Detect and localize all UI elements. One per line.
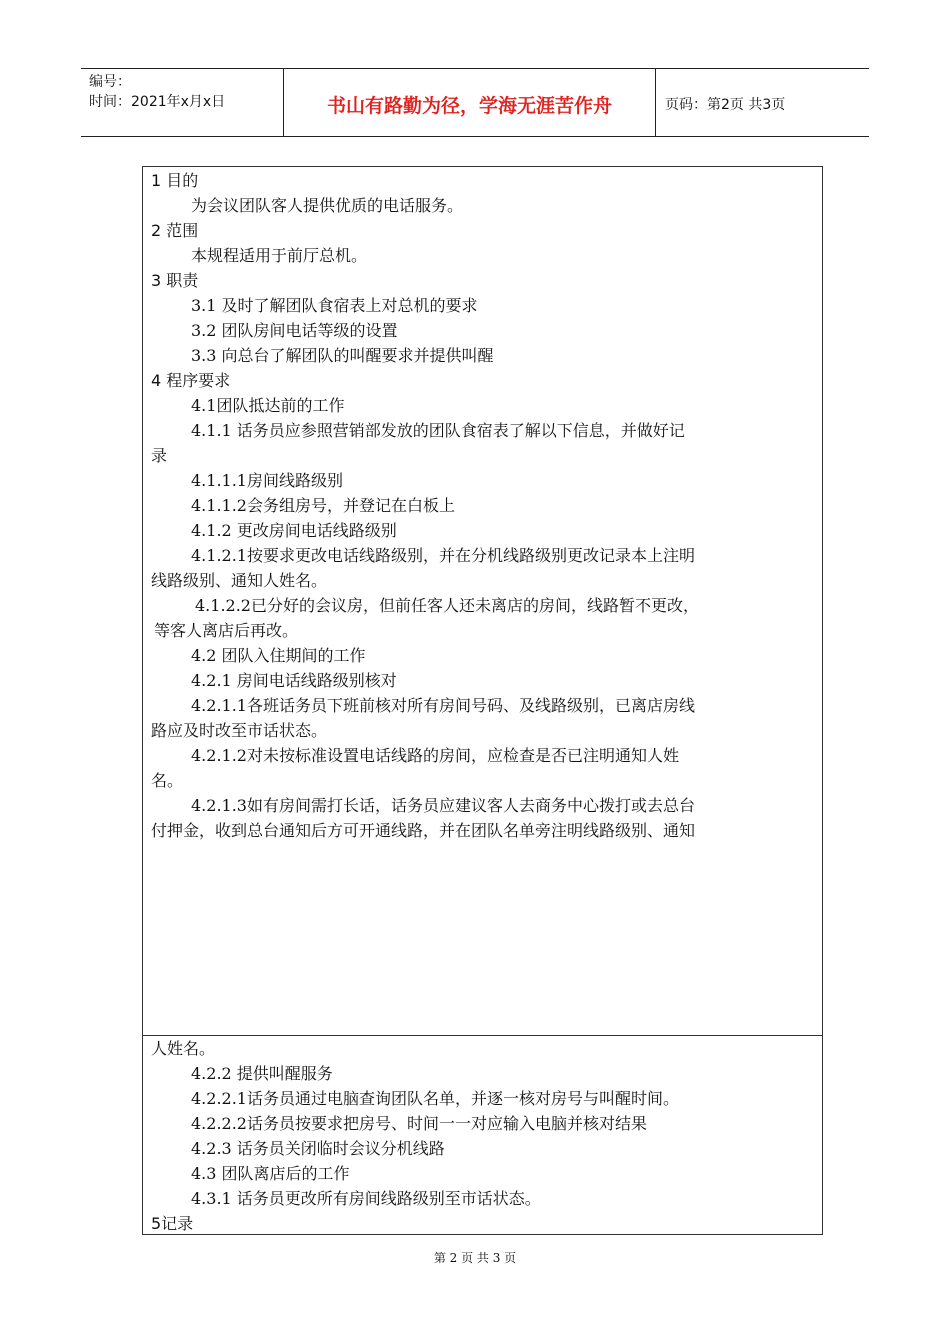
paragraph: 本规程适用于前厅总机。	[191, 246, 368, 265]
page-header	[81, 68, 869, 137]
paragraph: 付押金，收到总台通知后方可开通线路，并在团队名单旁注明线路级别、通知	[151, 821, 696, 840]
motto: 书山有路勤为径，学海无涯苦作舟	[326, 95, 612, 117]
header-motto-cell	[283, 69, 656, 136]
header-meta-cell	[81, 69, 283, 136]
paragraph: 路应及时改至市话状态。	[151, 721, 328, 740]
paragraph: 为会议团队客人提供优质的电话服务。	[191, 196, 464, 215]
serial-label: 编号：	[89, 74, 131, 90]
paragraph: 4.3 团队离店后的工作	[191, 1164, 350, 1183]
date-label: 时间：2021年x月x日	[89, 94, 226, 110]
paragraph: 名。	[151, 771, 184, 790]
paragraph: 4.1.1.2会务组房号，并登记在白板上	[191, 496, 455, 515]
paragraph: 4.2 团队入住期间的工作	[191, 646, 366, 665]
paragraph: 3.3 向总台了解团队的叫醒要求并提供叫醒	[191, 346, 494, 365]
paragraph: 等客人离店后再改。	[154, 621, 299, 640]
paragraph: 录	[151, 446, 168, 465]
paragraph: 4.2.1.2对未按标准设置电话线路的房间，应检查是否已注明通知人姓	[191, 746, 679, 765]
paragraph: 4.2.2 提供叫醒服务	[191, 1064, 333, 1083]
paragraph: 4.2.1.3如有房间需打长话，话务员应建议客人去商务中心拨打或去总台	[191, 796, 695, 815]
paragraph: 4.1.2 更改房间电话线路级别	[191, 521, 397, 540]
section-title: 1 目的	[151, 171, 199, 190]
paragraph: 4.2.3 话务员关闭临时会议分机线路	[191, 1139, 445, 1158]
paragraph: 4.1.1.1房间线路级别	[191, 471, 343, 490]
page-info: 页码：第2页 共3页	[665, 97, 786, 113]
section-title: 3 职责	[151, 271, 199, 290]
section-title: 5记录	[151, 1214, 194, 1233]
paragraph: 人姓名。	[151, 1039, 216, 1058]
paragraph: 4.3.1 话务员更改所有房间线路级别至市话状态。	[191, 1189, 541, 1208]
section-title: 4 程序要求	[151, 371, 231, 390]
section-title: 2 范围	[151, 221, 199, 240]
header-page-cell	[655, 69, 869, 136]
paragraph: 4.1.1 话务员应参照营销部发放的团队食宿表了解以下信息，并做好记	[191, 421, 685, 440]
paragraph: 线路级别、通知人姓名。	[151, 571, 328, 590]
paragraph: 4.2.1 房间电话线路级别核对	[191, 671, 397, 690]
paragraph: 3.1 及时了解团队食宿表上对总机的要求	[191, 296, 478, 315]
paragraph: 4.2.2.2话务员按要求把房号、时间一一对应输入电脑并核对结果	[191, 1114, 647, 1133]
paragraph: 4.1.2.1按要求更改电话线路级别，并在分机线路级别更改记录本上注明	[191, 546, 695, 565]
content-box	[142, 166, 823, 1036]
paragraph: 4.2.1.1各班话务员下班前核对所有房间号码、及线路级别，已离店房线	[191, 696, 695, 715]
paragraph: 4.2.2.1话务员通过电脑查询团队名单，并逐一核对房号与叫醒时间。	[191, 1089, 679, 1108]
paragraph: 3.2 团队房间电话等级的设置	[191, 321, 398, 340]
page-footer: 第 2 页 共 3 页	[433, 1251, 517, 1265]
paragraph: 4.1团队抵达前的工作	[191, 396, 345, 415]
paragraph: 4.1.2.2已分好的会议房，但前任客人还未离店的房间，线路暂不更改，	[195, 596, 699, 615]
content-box-continued	[142, 1034, 823, 1235]
